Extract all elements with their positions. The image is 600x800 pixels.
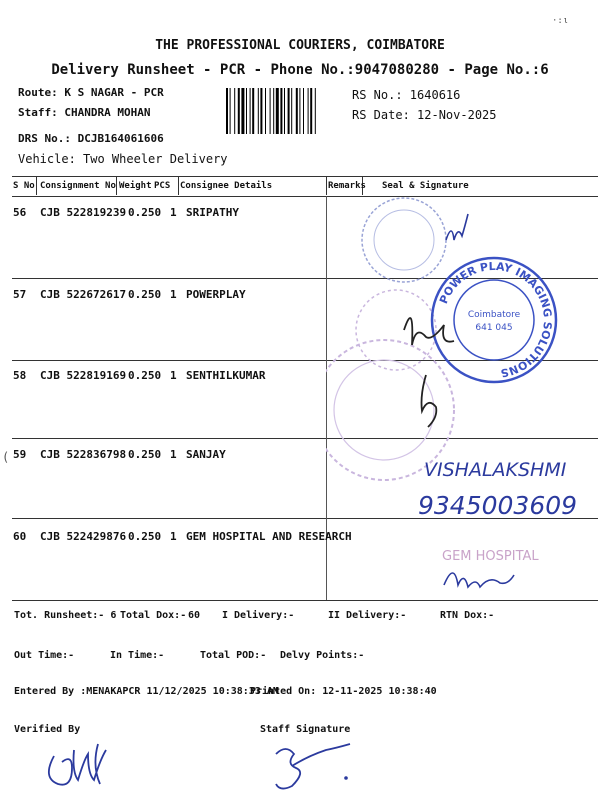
row-consignment: CJB 522672617: [40, 288, 127, 301]
row-sno: 57: [13, 288, 27, 301]
drs-number: DRS No.: DCJB164061606: [18, 132, 164, 145]
corner-mark: ·:ι: [552, 16, 569, 26]
col-separator: [36, 177, 37, 195]
svg-text:Coimbatore: Coimbatore: [467, 310, 521, 320]
row-consignment: CJB 522429876: [40, 530, 127, 543]
svg-text:641 045: 641 045: [475, 323, 513, 333]
in-time: In Time:-: [110, 650, 165, 661]
col-header-remarks: Remarks: [328, 181, 366, 191]
row-pcs: 1: [170, 448, 177, 461]
staff-signature-label: Staff Signature: [260, 724, 351, 735]
runsheet-title: Delivery Runsheet - PCR - Phone No.:9047080280 - Page No.:6: [51, 62, 549, 78]
row-consignee: SENTHILKUMAR: [186, 369, 266, 382]
verified-by-label: Verified By: [14, 724, 81, 735]
out-time: Out Time:-: [14, 650, 75, 661]
row-sno: 58: [13, 369, 27, 382]
row-pcs: 1: [170, 288, 177, 301]
row-consignee: SRIPATHY: [186, 206, 239, 219]
route-label: Route: K S NAGAR - PCR: [18, 86, 164, 99]
first-delivery: I Delivery:-: [222, 610, 295, 621]
row-consignee: SANJAY: [186, 448, 226, 461]
row-weight: 0.250: [128, 369, 162, 382]
row-consignment: CJB 522836798: [40, 448, 127, 461]
row-consignment: CJB 522819239: [40, 206, 127, 219]
col-separator: [116, 177, 117, 195]
row-consignment: CJB 522819169: [40, 369, 127, 382]
col-header-seal: Seal & Signature: [382, 181, 469, 191]
row-pcs: 1: [170, 369, 177, 382]
seals-and-signatures: [326, 180, 600, 620]
row-sno: 59: [13, 448, 27, 461]
second-delivery: II Delivery:-: [328, 610, 407, 621]
gem-hospital-stamp: GEM HOSPITAL: [442, 549, 539, 564]
row-pcs: 1: [170, 206, 177, 219]
company-title: THE PROFESSIONAL COURIERS, COIMBATORE: [155, 38, 445, 53]
row-weight: 0.250: [128, 288, 162, 301]
printed-on: Printed On: 12-11-2025 10:38:40: [250, 686, 437, 697]
table-top-border: [12, 176, 598, 177]
staff-label: Staff: CHANDRA MOHAN: [18, 106, 151, 119]
delivery-points: Delvy Points:-: [280, 650, 365, 661]
row-pcs: 1: [170, 530, 177, 543]
row-sno: 60: [13, 530, 27, 543]
svg-text:POWER PLAY IMAGING SOLUTIONS: POWER PLAY IMAGING SOLUTIONS: [437, 259, 555, 380]
vehicle-label: Vehicle: Two Wheeler Delivery: [18, 152, 228, 166]
margin-mark: (: [2, 450, 10, 464]
row-weight: 0.250: [128, 448, 162, 461]
col-header-weight: Weight: [119, 181, 152, 191]
handwritten-name: VISHALAKSHMI: [424, 459, 567, 481]
powerplay-stamp: [432, 258, 556, 382]
col-header-pcs: PCS: [154, 181, 171, 191]
rs-date: RS Date: 12-Nov-2025: [352, 108, 497, 122]
row-weight: 0.250: [128, 206, 162, 219]
row-weight: 0.250: [128, 530, 162, 543]
row-consignee: POWERPLAY: [186, 288, 246, 301]
total-pod: Total POD:-: [200, 650, 267, 661]
total-runsheet: Tot. Runsheet:- 6: [14, 610, 117, 621]
handwritten-phone: 9345003609: [418, 491, 578, 520]
total-dox-value: 60: [188, 610, 201, 621]
rs-number: RS No.: 1640616: [352, 88, 461, 102]
col-header-consignment: Consignment No: [40, 181, 116, 191]
col-separator: [178, 177, 179, 195]
col-header-consignee: Consignee Details: [180, 181, 273, 191]
barcode-image: [226, 88, 348, 134]
total-dox-label: Total Dox:-: [120, 610, 187, 621]
row-sno: 56: [13, 206, 27, 219]
staff-signature: [262, 740, 362, 792]
verifier-signature: [40, 736, 120, 792]
col-header-sno: S No: [13, 181, 35, 191]
entered-by: Entered By :MENAKAPCR 11/12/2025 10:38:33 AM: [14, 686, 279, 697]
return-dox: RTN Dox:-: [440, 610, 495, 621]
row-consignee: GEM HOSPITAL AND RESEARCH: [186, 530, 352, 543]
